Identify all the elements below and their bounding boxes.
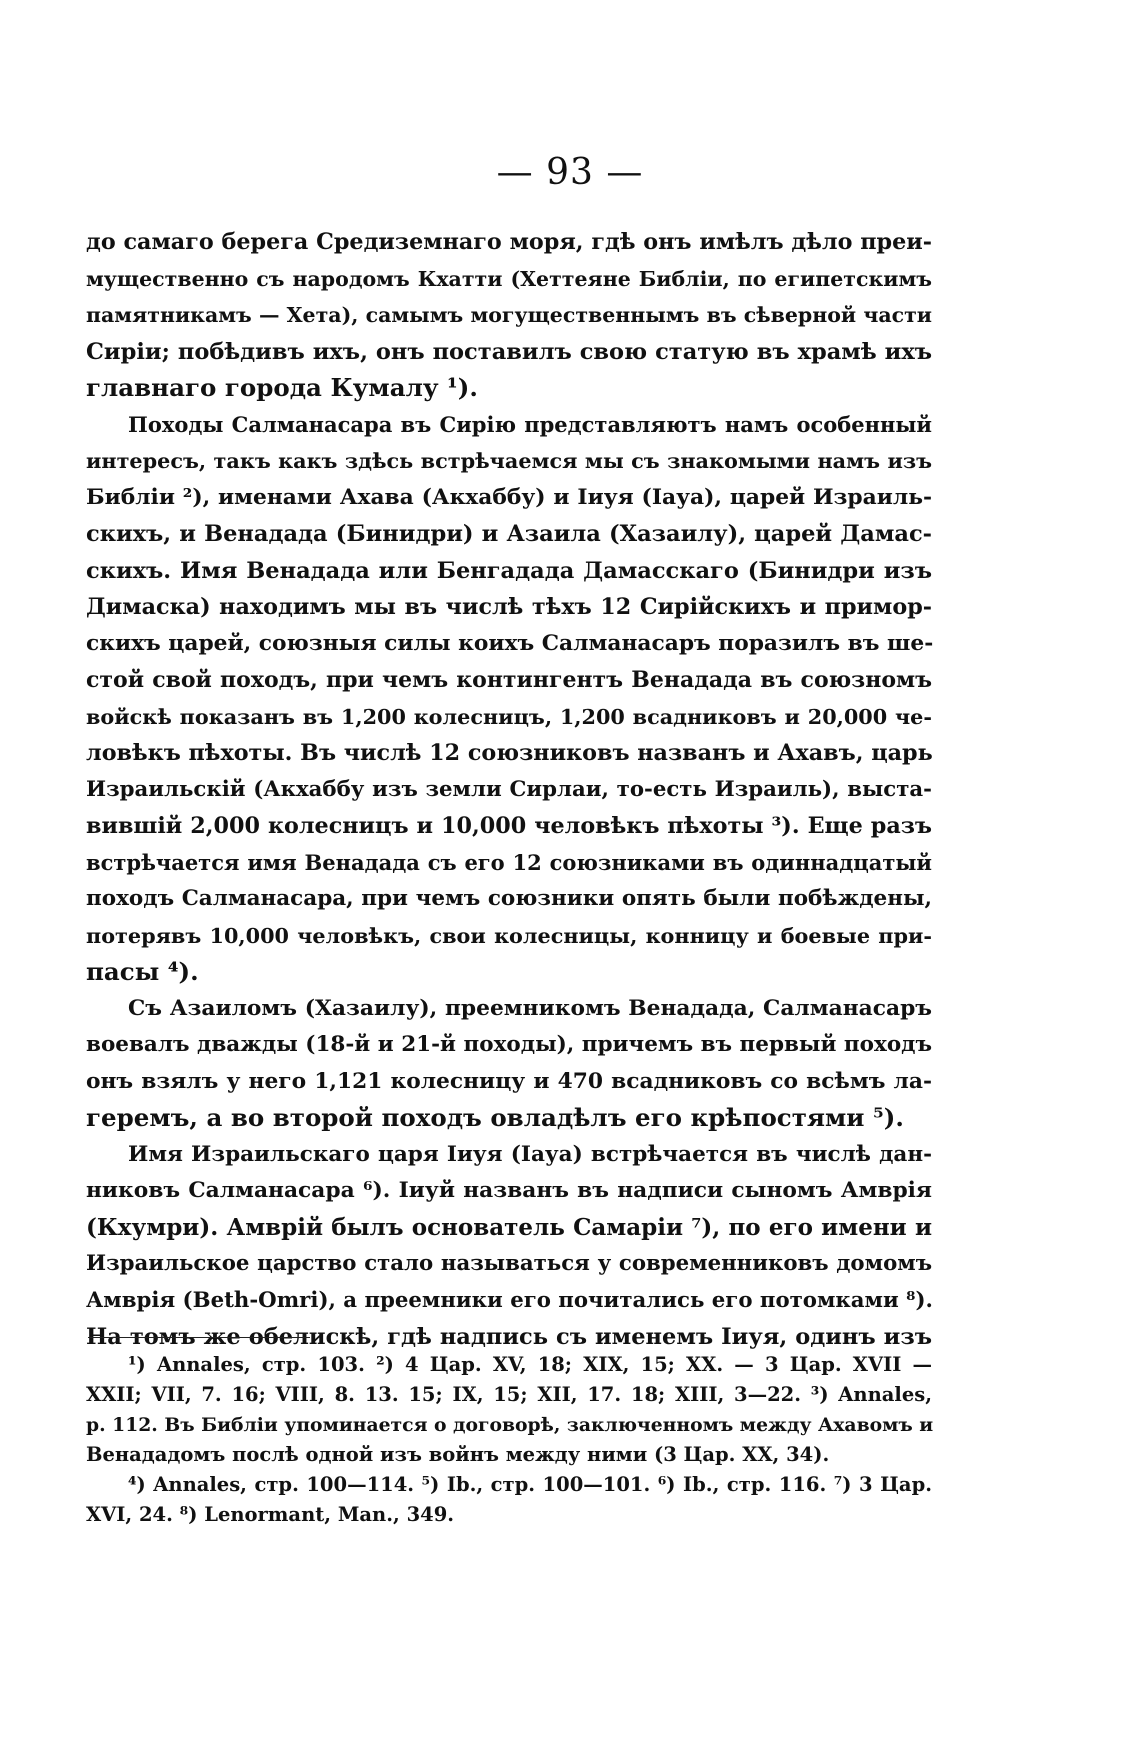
body-line: памятникамъ — Хета), самымъ могущественнымъ въ сѣверной части: [86, 303, 932, 327]
body-line: Израильское царство стало называться у современниковъ домомъ: [86, 1251, 932, 1276]
body-line: главнаго города Кумалу ¹).: [86, 373, 478, 402]
body-line: скихъ, и Венадада (Бинидри) и Азаила (Хазаилу), царей Дамас-: [86, 521, 932, 547]
body-line: ловѣкъ пѣхоты. Въ числѣ 12 союзниковъ названъ и Ахавъ, царь: [86, 740, 933, 766]
body-line: вившій 2,000 колесницъ и 10,000 человѣкъ пѣхоты ³). Еще разъ: [86, 813, 932, 839]
body-line: (Кхумри). Амврій былъ основатель Самаріи ⁷), по его имени и: [86, 1213, 932, 1241]
footnote-line: ⁴) Annales, стр. 100—114. ⁵) Ib., стр. 100—101. ⁶) Ib., стр. 116. ⁷) 3 Цар.: [128, 1473, 932, 1496]
footnote-line: ¹) Annales, стр. 103. ²) 4 Цар. XV, 18; XIX, 15; XX. — 3 Цар. XVII —: [128, 1353, 932, 1376]
body-line: войскѣ показанъ въ 1,200 колесницъ, 1,200 всадниковъ и 20,000 че-: [86, 704, 932, 729]
body-line: потерявъ 10,000 человѣкъ, свои колесницы, конницу и боевые при-: [86, 923, 932, 948]
footnote-line: Венададомъ послѣ одной изъ войнъ между ними (3 Цар. XX, 34).: [86, 1443, 830, 1466]
body-line: Амврія (Beth-Omri), а преемники его почитались его потомками ⁸).: [86, 1287, 933, 1313]
body-line: интересъ, такъ какъ здѣсь встрѣчаемся мы съ знакомыми намъ изъ: [86, 449, 932, 473]
footnote-line: XXII; VII, 7. 16; VIII, 8. 13. 15; IX, 15; XII, 17. 18; XIII, 3—22. ³) Annales,: [86, 1383, 932, 1406]
body-line: Израильскій (Акхаббу изъ земли Сирлаи, то-есть Израиль), выста-: [86, 776, 932, 802]
body-line: стой свой походъ, при чемъ контингентъ Венадада въ союзномъ: [86, 667, 932, 693]
body-line: никовъ Салманасара ⁶). Іиуй названъ въ надписи сыномъ Амврія: [86, 1178, 932, 1203]
body-line: скихъ царей, союзныя силы коихъ Салманасаръ поразилъ въ ше-: [86, 630, 934, 656]
body-line: Съ Азаиломъ (Хазаилу), преемникомъ Венадада, Салманасаръ: [128, 995, 932, 1021]
body-line: геремъ, а во второй походъ овладѣлъ его крѣпостями ⁵).: [86, 1103, 904, 1132]
body-line: пасы ⁴).: [86, 957, 199, 986]
body-line: Димаска) находимъ мы въ числѣ тѣхъ 12 Сирійскихъ и примор-: [86, 594, 932, 620]
body-line: Имя Израильскаго царя Іиуя (Іауа) встрѣчается въ числѣ дан-: [128, 1141, 932, 1167]
body-line: скихъ. Имя Венадада или Бенгадада Дамасскаго (Бинидри изъ: [86, 557, 932, 584]
body-text: [86, 224, 932, 1356]
footnote-divider: [88, 1337, 310, 1338]
body-line: мущественно съ народомъ Кхатти (Хеттеяне Библіи, по египетскимъ: [86, 266, 932, 291]
body-line: встрѣчается имя Венадада съ его 12 союзниками въ одиннадцатый: [86, 849, 932, 875]
body-line: Походы Салманасара въ Сирію представляютъ намъ особенный: [128, 411, 932, 437]
body-line: Сиріи; побѣдивъ ихъ, онъ поставилъ свою статую въ храмѣ ихъ: [86, 338, 932, 365]
page-number: — 93 —: [496, 152, 644, 193]
footnote-line: p. 112. Въ Библіи упоминается о договорѣ, заключенномъ между Ахавомъ и: [86, 1414, 934, 1436]
body-line: воевалъ дважды (18-й и 21-й походы), причемъ въ первый походъ: [86, 1032, 932, 1057]
body-line: онъ взялъ у него 1,121 колесницу и 470 всадниковъ со всѣмъ ла-: [86, 1068, 932, 1094]
footnotes: [86, 1350, 932, 1530]
body-line: походъ Салманасара, при чемъ союзники опять были побѣждены,: [86, 886, 932, 911]
body-line: Библіи ²), именами Ахава (Акхаббу) и Іиуя (Іауа), царей Израиль-: [86, 484, 932, 510]
body-line: до самаго берега Средиземнаго моря, гдѣ онъ имѣлъ дѣло преи-: [86, 229, 932, 255]
body-line: На томъ же обелискѣ, гдѣ надпись съ именемъ Іиуя, одинъ изъ: [86, 1324, 932, 1350]
footnote-line: XVI, 24. ⁸) Lenormant, Man., 349.: [86, 1503, 455, 1526]
